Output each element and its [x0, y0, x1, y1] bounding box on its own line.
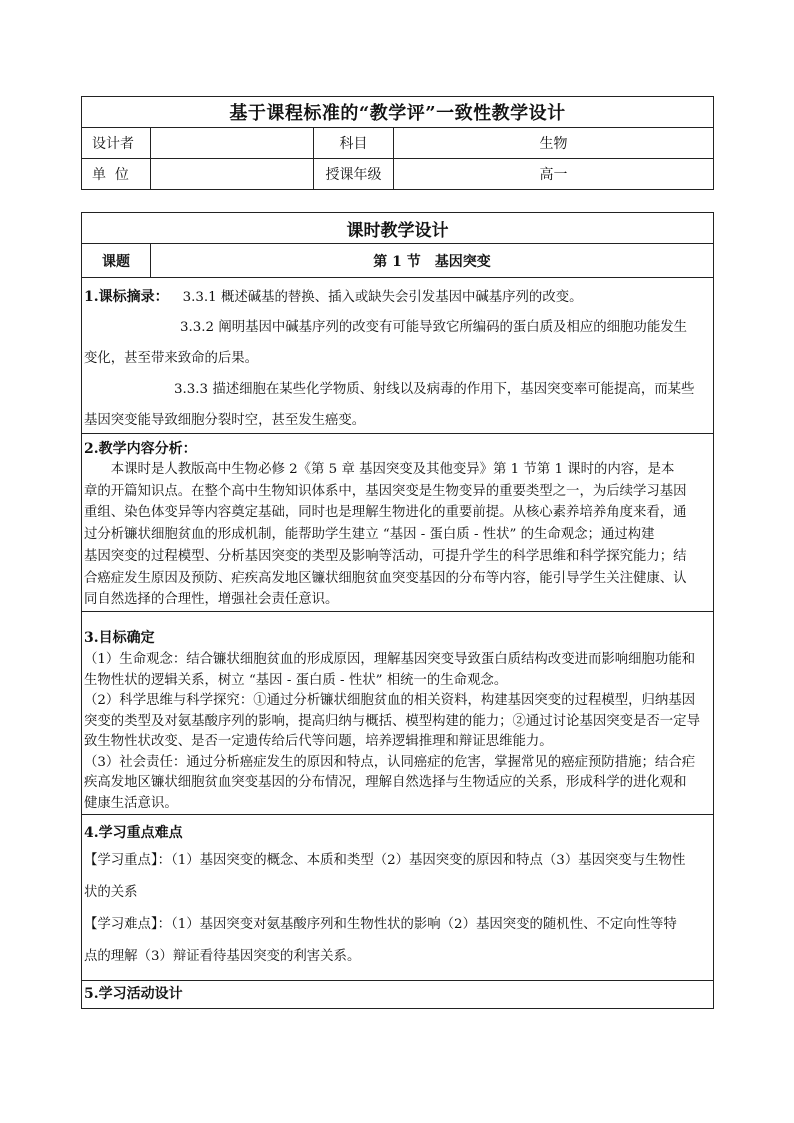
goal-line: 致生物性状改变、是否一定遗传给后代等问题，培养逻辑推理和辩证思维能力。	[84, 734, 553, 749]
goal-line: 健康生活意识。	[84, 795, 178, 811]
standard-line: 3.3.2 阐明基因中碱基序列的改变有可能导致它所编码的蛋白质及相应的细胞功能发生	[180, 320, 687, 335]
analysis-heading: 2.教学内容分析：	[84, 441, 197, 457]
topic-label: 课题	[82, 244, 151, 278]
topic-value: 第 1 节 基因突变	[151, 244, 714, 278]
analysis-line: 同自然选择的合理性，增强社会责任意识。	[84, 592, 339, 608]
goals-section	[82, 612, 714, 815]
goal-line: （1）生命观念：结合镰状细胞贫血的形成原因，理解基因突变导致蛋白质结构改变进而影响细胞功能和	[84, 652, 696, 667]
goal-line: 生物性状的逻辑关系，树立 “基因 - 蛋白质 - 性状” 相统一的生命观念。	[84, 672, 508, 688]
designer-value	[151, 128, 314, 159]
grade-label: 授课年级	[314, 159, 394, 190]
analysis-line: 章的开篇知识点。在整个高中生物知识体系中，基因突变是生物变异的重要类型之一，为后续学习基因	[84, 483, 687, 499]
goals-heading: 3.目标确定	[84, 630, 155, 646]
subject-value: 生物	[394, 128, 714, 159]
analysis-line: 过分析镰状细胞贫血的形成机制，能帮助学生建立 “基因 - 蛋白质 - 性状” 的生命观念；通过构建	[84, 527, 655, 543]
document-title: 基于课程标准的“教学评”一致性教学设计	[82, 97, 714, 128]
standard-line: 基因突变能导致细胞分裂时空，甚至发生癌变。	[84, 413, 366, 428]
header-table	[81, 96, 714, 190]
goal-line: 突变的类型及对氨基酸序列的影响，提高归纳与概括、模型构建的能力；②通过讨论基因突变是否一定导	[84, 713, 700, 729]
unit-label: 单 位	[82, 159, 151, 190]
standard-line: 3.3.3 描述细胞在某些化学物质、射线以及病毒的作用下，基因突变率可能提高，而某些	[174, 382, 695, 397]
designer-label: 设计者	[82, 128, 151, 159]
keypoint-line: 点的理解（3）辩证看待基因突变的利害关系。	[84, 949, 361, 964]
standard-line: 3.3.1 概述碱基的替换、插入或缺失会引发基因中碱基序列的改变。	[182, 290, 583, 305]
unit-value	[151, 159, 314, 190]
keypoints-heading: 4.学习重点难点	[84, 825, 183, 841]
keypoint-line: 【学习重点】：（1）基因突变的概念、本质和类型（2）基因突变的原因和特点（3）基因突变与生物性	[84, 853, 686, 868]
keypoints-section	[82, 815, 714, 981]
activities-heading: 5.学习活动设计	[84, 986, 183, 1002]
lesson-title: 课时教学设计	[82, 213, 714, 244]
analysis-line: 重组、染色体变异等内容奠定基础，同时也是理解生物进化的重要前提。从核心素养培养角度来看，通	[84, 505, 687, 521]
goal-line: 疾高发地区镰状细胞贫血突变基因的分布情况，理解自然选择与生物适应的关系，形成科学的进化观和	[84, 775, 687, 790]
keypoint-line: 状的关系	[84, 885, 138, 900]
analysis-section	[82, 434, 714, 612]
standards-heading: 1.课标摘录：	[84, 289, 169, 305]
analysis-line: 合癌症发生原因及预防、疟疾高发地区镰状细胞贫血突变基因的分布等内容，能引导学生关注健康、认	[84, 570, 687, 586]
keypoint-line: 【学习难点】：（1）基因突变对氨基酸序列和生物性状的影响（2）基因突变的随机性、不定向性等特	[84, 917, 677, 932]
standard-line: 变化，甚至带来致命的后果。	[84, 351, 259, 366]
goal-line: （2）科学思维与科学探究：①通过分析镰状细胞贫血的相关资料，构建基因突变的过程模型，归纳基因	[84, 693, 696, 708]
subject-label: 科目	[314, 128, 394, 159]
goal-line: （3）社会责任：通过分析癌症发生的原因和特点，认同癌症的危害，掌握常见的癌症预防措施；结合疟	[84, 754, 696, 770]
standards-section	[82, 278, 714, 434]
lesson-table	[81, 212, 714, 1009]
grade-value: 高一	[394, 159, 714, 190]
activities-section	[82, 981, 714, 1009]
analysis-line: 本课时是人教版高中生物必修 2《第 5 章 基因突变及其他变异》第 1 节第 1 课时的内容，是本	[84, 462, 675, 477]
analysis-line: 基因突变的过程模型、分析基因突变的类型及影响等活动，可提升学生的科学思维和科学探究能力；结	[84, 548, 687, 564]
